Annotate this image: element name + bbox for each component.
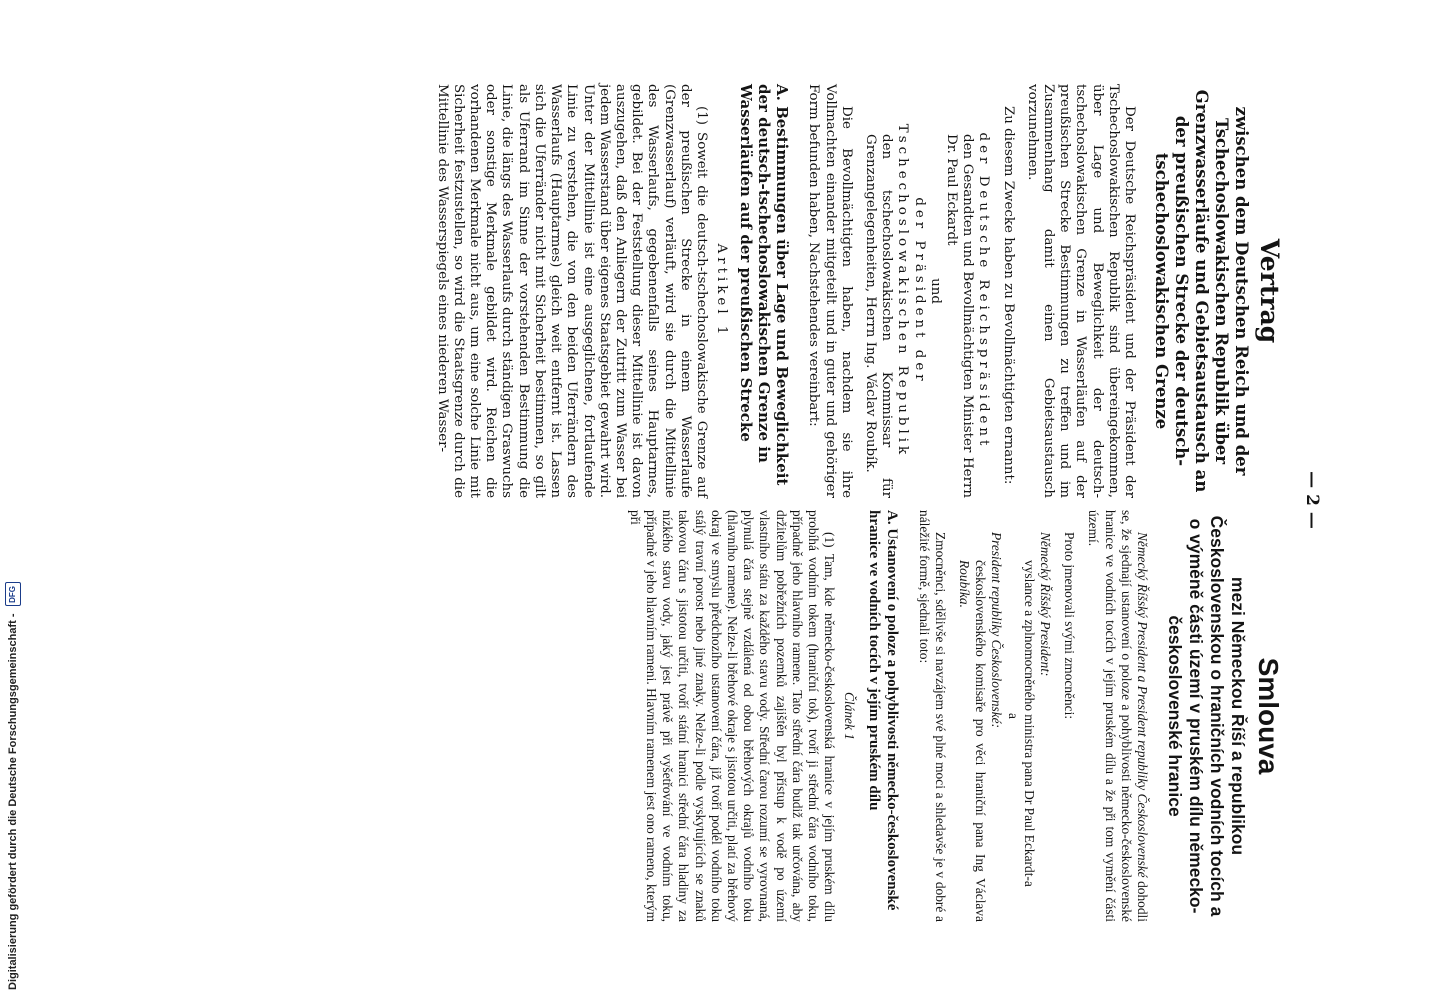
czech-party2-rep-text: československého komisaře pro věci hraniční pana Ing Václava xyxy=(973,560,989,922)
czech-article-heading: Článek 1 xyxy=(842,692,858,740)
czech-intro-text: dohodli se, že sjednají ustanovení o poloze a pohyblivosti německo-československé hranice ve vodních tocích v jejím pruském dílu a že při tom vymění části území. xyxy=(1086,510,1150,922)
german-subtitle: zwischen dem Deutschen Reich und der Tschechoslowakischen Republik über Grenzwasserläufe und Gebietsaustausch an der preußischen Strecke der deutsch-tschechoslowakischen Grenze xyxy=(1152,89,1251,493)
czech-party2-rep-name: Roubíka. xyxy=(956,560,972,608)
czech-party1: Německý Říšský President: xyxy=(1037,532,1053,677)
czech-column xyxy=(627,510,1294,922)
czech-section-a: A. Ustanovení o poloze a pohyblivosti německo-československé hranice ve vodních tocích v jejím pruském dílu xyxy=(866,510,901,911)
czech-and: a xyxy=(1005,713,1021,719)
german-intro: Der Deutsche Reichspräsident und der Präsident der Tschechoslowakischen Republik sind übereingekommen, über Lage und Beweglichkeit der deutsch-tschechoslowakischen Grenze in Wasserläufen auf der preußischen Strecke Bestimmungen zu treffen und im Zusammenhang damit einen Gebietsaustausch vorzunehmen. xyxy=(1024,84,1137,498)
czech-purpose: Proto jmenovali svými zmocněnci: xyxy=(1062,532,1078,720)
dfg-logo: DFG xyxy=(5,582,21,606)
czech-party2-rep xyxy=(956,510,988,922)
czech-intro-parties: Německý Říšský President a President republiky Československé xyxy=(1135,532,1150,878)
czech-article-text: (1) Tam, kde německo-československá hranice v jejím pruském dílu probíhá vodním tokem (hraniční tok), tvoří ji střední čára vodního toku, případně jeho hlavního ramene. Tato střední čára budiž tak určována, aby držitelům pobřežních pozemků zajištěn byl přístup k vodě po území vlastního státu za každého stavu vody. Střední čarou rozumí se vyrovnaná, plynulá čára stejně vzdálená od obou břehových okrajů vodního toku (hlavního ramene). Nelze-li břehové okraje s jistotou určiti, platí za břehový okraj ve smyslu předchozího ustanovení čára, již tvoří podél vodního toku stálý travní porost nebo jiné znaky. Nelze-li podle vyskytujících se znaků takovou čáru s jistotou určiti, tvoří státní hranici střední čára hladiny za nízkého stavu vody, jaký jest právě při vyšetřování ve vodním toku, případně v jeho hlavním rameni. Hlavním ramenem jest ono rameno, kterým při xyxy=(627,510,838,922)
german-article-heading: Artikel 1 xyxy=(714,243,730,339)
czech-party2: President republiky Československé: xyxy=(989,532,1005,729)
german-title: Vertrag xyxy=(1255,238,1284,344)
german-party1-rep: den Gesandten und Bevollmächtigten Minister Herrn Dr. Paul Eckardt xyxy=(943,134,976,498)
german-and: und xyxy=(927,278,943,304)
funding-note-text: Digitalisierung gefördert durch die Deutsche Forschungsgemeinschaft - xyxy=(7,613,19,990)
czech-plenipotentiaries: Zmocněnci, sdělivše si navzájem své plné moci a shledavše je v dobré a náležité formě, sjednali toto: xyxy=(916,510,948,922)
german-article-text: (1) Soweit die deutsch-tschechoslowakische Grenze auf der preußischen Strecke in einem Wasserlaufe (Grenzwasserlauf) verläuft, wird sie durch die Mittellinie des Wasserlaufs, gegebenenfalls seines Hauptarmes, gebildet. Bei der Feststellung dieser Mittellinie ist davon auszugehen, daß den Anliegern der Zutritt zum Wasser bei jedem Wasserstand über eigenes Staatsgebiet gewahrt wird. Unter der Mittellinie ist eine ausgeglichene, fortlaufende Linie zu verstehen, die von den beiden Uferrändern des Wasserlaufs (Hauptarmes) gleich weit entfernt ist. Lassen sich die Uferränder nicht mit Sicherheit bestimmen, so gilt als Uferrand im Sinne der vorstehenden Bestimmung die Linie, die längs des Wasserlaufs durch ständigen Graswuchs oder sonstige Merkmale gebildet wird. Reichen die vorhandenen Merkmale nicht aus, um eine solche Linie mit Sicherheit festzustellen, so wird die Staatsgrenze durch die Mittellinie des Wasserspiegels eines niederen Wasser- xyxy=(434,84,709,498)
czech-party1-rep: vyslance a zplnomocněného ministra pana Dr Paul Eckardt-a xyxy=(1021,560,1037,887)
czech-title: Smlouva xyxy=(1253,657,1284,775)
german-plenipotentiaries: Die Bevollmächtigten haben, nachdem sie ihre Vollmachten einander mitgeteilt und in guter und gehöriger Form befunden haben, Nachstehendes vereinbart: xyxy=(806,84,854,498)
german-column xyxy=(433,84,1294,498)
czech-intro xyxy=(1085,510,1150,922)
german-party2-rep: den tschechoslowakischen Kommissar für Grenzangelegenheiten, Herrn Ing. Václav Roubík. xyxy=(862,134,895,498)
german-section-a: A. Bestimmungen über Lage und Beweglichkeit der deutsch-tschechoslowakischen Grenze in Wasserläufen auf der preußischen Strecke xyxy=(737,84,792,486)
german-party2: der Präsident der Tschechoslowakischen Republik xyxy=(895,123,927,459)
page-number: — 2 — xyxy=(1302,471,1322,529)
german-party1: der Deutsche Reichspräsident xyxy=(976,132,992,450)
german-purpose: Zu diesem Zwecke haben zu Bevollmächtigten ernannt: xyxy=(1000,106,1016,485)
czech-subtitle: mezi Německou Říší a republikou Československou o hraničních vodních tocích a o výměně části území v pruském dílu německo-československé hranice xyxy=(1165,515,1248,917)
